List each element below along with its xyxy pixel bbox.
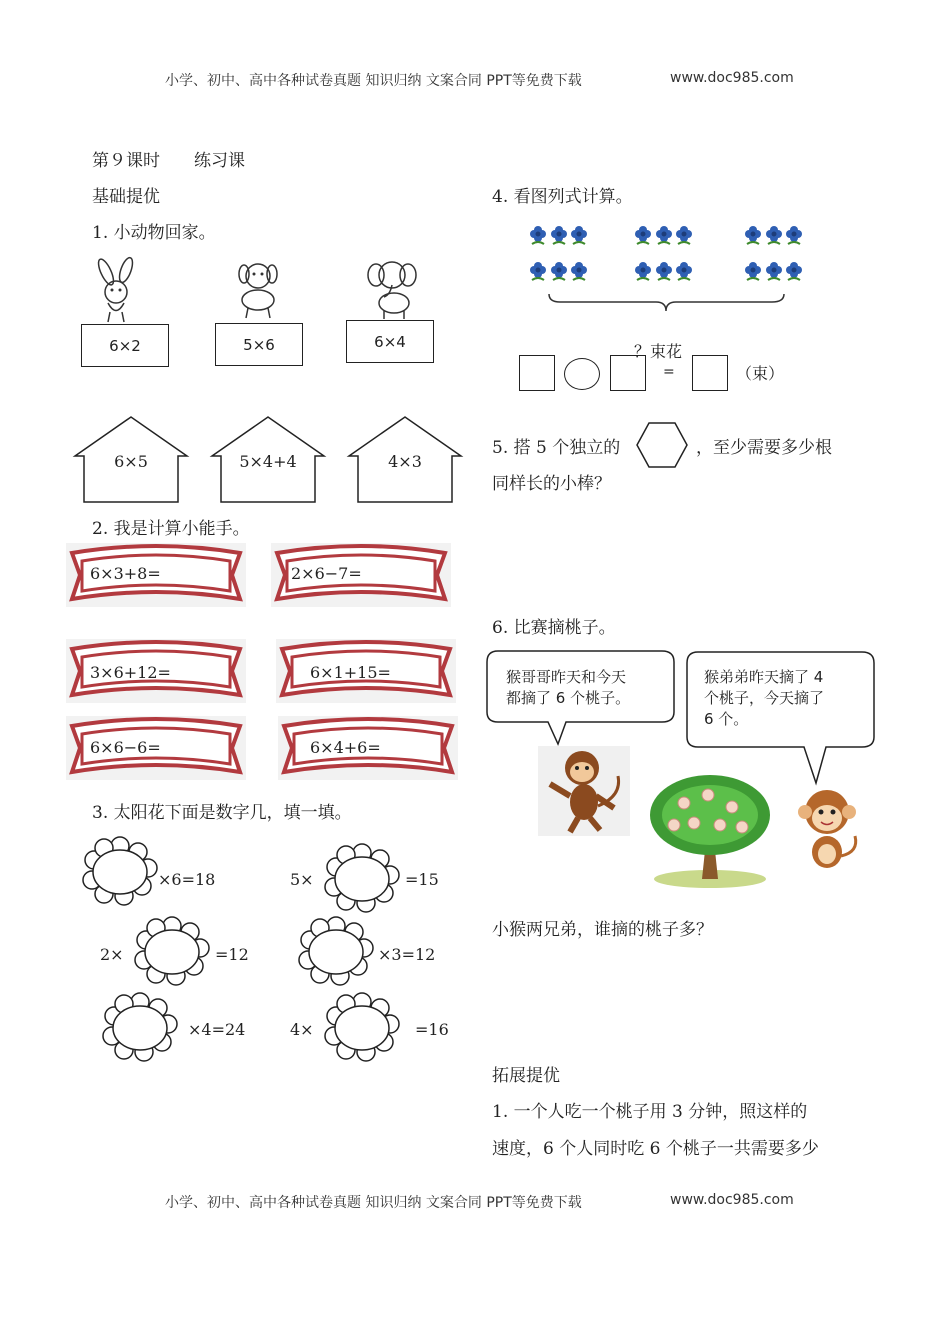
unit-label: （束） bbox=[736, 364, 785, 383]
section-ext: 拓展提优 bbox=[492, 1066, 560, 1086]
q5-line1a: 5. 搭 5 个独立的 bbox=[492, 438, 621, 458]
flower-eq: =16 bbox=[415, 1020, 449, 1039]
hexagon-icon bbox=[636, 422, 688, 468]
calc-item: 3×6+12= bbox=[90, 663, 171, 682]
sunflower-icon bbox=[80, 838, 160, 906]
animal-expr-box: 5×6 bbox=[215, 323, 303, 366]
dog-icon bbox=[228, 258, 288, 320]
animal-expr-box: 6×2 bbox=[81, 324, 169, 367]
q4-question: ？束花 bbox=[634, 342, 683, 361]
footer-url: www.doc985.com bbox=[670, 1192, 794, 1208]
answer-box[interactable] bbox=[692, 355, 728, 391]
house-expr: 4×3 bbox=[388, 452, 422, 471]
header-text: 小学、初中、高中各种试卷真题 知识归纳 文案合同 PPT等免费下载 bbox=[165, 73, 582, 89]
sunflower-icon bbox=[322, 845, 402, 913]
calc-item: 6×4+6= bbox=[310, 738, 381, 757]
bubble-left-text: 猴哥哥昨天和今天 都摘了 6 个桃子。 bbox=[506, 668, 631, 707]
sunflower-icon bbox=[132, 918, 212, 986]
ext1-line1: 1. 一个人吃一个桃子用 3 分钟，照这样的 bbox=[492, 1102, 808, 1122]
footer-text: 小学、初中、高中各种试卷真题 知识归纳 文案合同 PPT等免费下载 bbox=[165, 1195, 582, 1211]
peach-tree-icon bbox=[646, 771, 774, 889]
q3-title: 3. 太阳花下面是数字几，填一填。 bbox=[92, 803, 352, 823]
elephant-icon bbox=[360, 255, 426, 321]
section-basic: 基础提优 bbox=[92, 187, 160, 207]
curly-brace bbox=[548, 293, 785, 313]
q5-line1b: ，至少需要多少根 bbox=[696, 438, 832, 458]
q6-question: 小猴两兄弟，谁摘的桃子多？ bbox=[492, 920, 713, 940]
header-url: www.doc985.com bbox=[670, 70, 794, 86]
sunflower-icon bbox=[296, 918, 376, 986]
q2-title: 2. 我是计算小能手。 bbox=[92, 519, 250, 539]
flower-eq: ×3=12 bbox=[378, 945, 436, 964]
q5-line2: 同样长的小棒？ bbox=[492, 474, 611, 494]
sunflower-icon bbox=[100, 994, 180, 1062]
flower-eq: 4× bbox=[290, 1020, 314, 1039]
flower-eq: 5× bbox=[290, 870, 314, 889]
sunflower-icon bbox=[322, 994, 402, 1062]
bubble-right-text: 猴弟弟昨天摘了 4 个桃子，今天摘了 6 个。 bbox=[704, 668, 825, 728]
flower-eq: =12 bbox=[215, 945, 249, 964]
house-expr: 5×4+4 bbox=[239, 452, 297, 471]
lesson-type: 练习课 bbox=[194, 151, 245, 171]
calc-item: 2×6−7= bbox=[291, 564, 362, 583]
calc-item: 6×3+8= bbox=[90, 564, 161, 583]
calc-item: 6×1+15= bbox=[310, 663, 391, 682]
house-expr: 6×5 bbox=[114, 452, 148, 471]
flower-eq: ×4=24 bbox=[188, 1020, 246, 1039]
flower-eq: =15 bbox=[405, 870, 439, 889]
answer-box[interactable] bbox=[519, 355, 555, 391]
equals-sign: = bbox=[663, 364, 675, 380]
flower-bunches-picture bbox=[528, 218, 813, 288]
calc-item: 6×6−6= bbox=[90, 738, 161, 757]
lesson-number: 第９课时 bbox=[92, 151, 160, 171]
monkey-big-brother-icon bbox=[538, 746, 630, 836]
animal-expr-box: 6×4 bbox=[346, 320, 434, 363]
operator-circle[interactable] bbox=[564, 358, 600, 390]
flower-eq: ×6=18 bbox=[158, 870, 216, 889]
monkey-little-brother-icon bbox=[793, 786, 863, 872]
q4-title: 4. 看图列式计算。 bbox=[492, 187, 633, 207]
flower-eq: 2× bbox=[100, 945, 124, 964]
q6-title: 6. 比赛摘桃子。 bbox=[492, 618, 616, 638]
answer-box[interactable] bbox=[610, 355, 646, 391]
rabbit-icon bbox=[88, 256, 148, 326]
ext1-line2: 速度，6 个人同时吃 6 个桃子一共需要多少 bbox=[492, 1139, 819, 1159]
q1-title: 1. 小动物回家。 bbox=[92, 223, 216, 243]
